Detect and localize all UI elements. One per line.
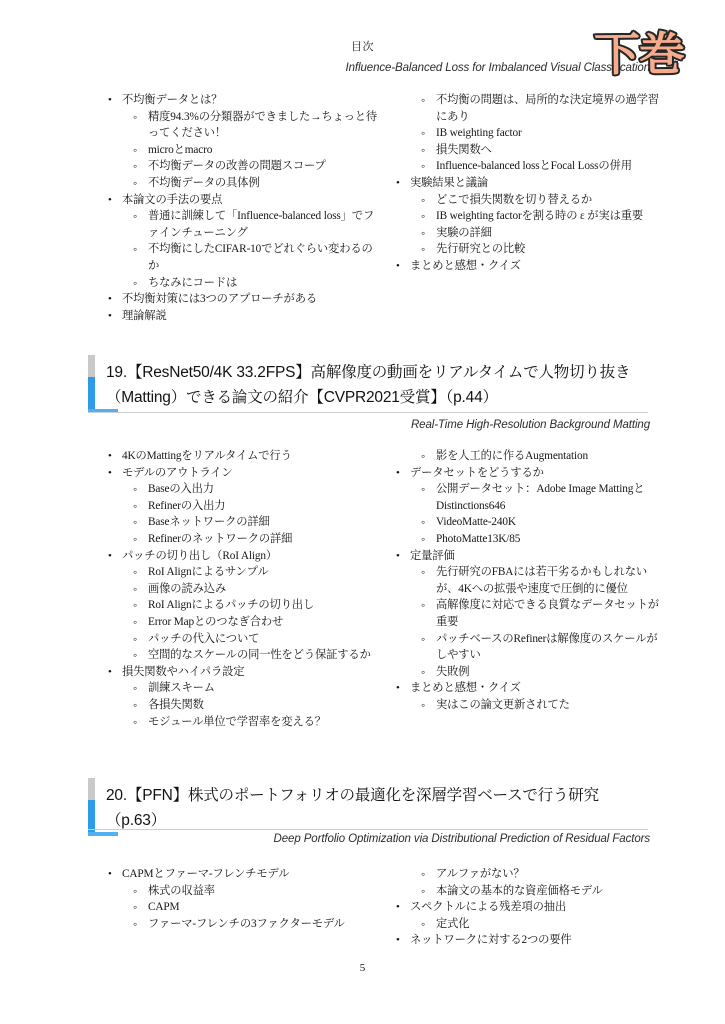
outline-item <box>100 883 380 900</box>
outline-item-label: ◦ パッチベースのRefinerは解像度のスケールがしやすい <box>436 631 660 664</box>
outline-item <box>100 241 380 274</box>
outline-item <box>388 465 660 482</box>
outline-item-label: ◦ IB weighting factor <box>436 125 660 142</box>
outline-item-label: ◦ 定式化 <box>436 916 660 933</box>
outline-columns-1 <box>100 448 660 730</box>
toc-label: 目次 <box>351 41 374 53</box>
outline-item-label: ◦ microとmacro <box>148 142 380 159</box>
outline-item-label: ◦ 精度94.3%の分類器ができました→ちょっと待ってください！ <box>148 109 380 142</box>
outline-item-label: ◦ IB weighting factorを割る時の ε が実は重要 <box>436 208 660 225</box>
outline-item <box>388 548 660 565</box>
outline-item-label: ◦ 各損失関数 <box>148 697 380 714</box>
outline-item-label: ◦ 先行研究のFBAには若干劣るかもしれないが、4Kへの拡張や速度で圧倒的に優位 <box>436 564 660 597</box>
outline-item <box>388 142 660 159</box>
outline-item-label: • 不均衡対策には3つのアプローチがある <box>122 291 380 308</box>
outline-item <box>100 514 380 531</box>
paper-title-2: Deep Portfolio Optimization via Distributional Prediction of Residual Factors <box>273 833 650 845</box>
outline-column-left-0 <box>100 92 380 324</box>
outline-item <box>388 448 660 465</box>
paper-title-0: Influence-Balanced Loss for Imbalanced Visual Classification <box>345 62 650 74</box>
outline-item-label: ◦ 影を人工的に作るAugmentation <box>436 448 660 465</box>
outline-item-label: • まとめと感想・クイズ <box>410 680 660 697</box>
outline-item <box>100 92 380 109</box>
outline-column-right-2 <box>380 866 660 949</box>
outline-item <box>388 631 660 664</box>
outline-item <box>100 481 380 498</box>
outline-item-label: ◦ 本論文の基本的な資産価格モデル <box>436 883 660 900</box>
outline-item-label: • CAPMとファーマ-フレンチモデル <box>122 866 380 883</box>
outline-item <box>388 597 660 630</box>
section-title-19: 19.【ResNet50/4K 33.2FPS】高解像度の動画をリアルタイムで人物切り抜き（Matting）できる論文の紹介【CVPR2021受賞】（p.44） <box>106 364 631 406</box>
section-rule-19 <box>88 412 648 413</box>
outline-item <box>388 866 660 883</box>
outline-item <box>388 208 660 225</box>
outline-item <box>100 192 380 209</box>
volume-stamp-text: 下巻 <box>593 26 685 82</box>
outline-item <box>100 448 380 465</box>
outline-item <box>100 647 380 664</box>
outline-item <box>100 664 380 681</box>
outline-column-right-0 <box>380 92 660 324</box>
outline-item <box>100 208 380 241</box>
outline-item <box>388 664 660 681</box>
section-rule-20 <box>88 829 648 830</box>
outline-item <box>100 531 380 548</box>
outline-item-label: ◦ Baseネットワークの詳細 <box>148 514 380 531</box>
outline-item-label: ◦ 失敗例 <box>436 664 660 681</box>
outline-item-label: ◦ パッチの代入について <box>148 631 380 648</box>
outline-item-label: • 4KのMattingをリアルタイムで行う <box>122 448 380 465</box>
outline-item-label: ◦ 画像の読み込み <box>148 581 380 598</box>
outline-item-label: ◦ 先行研究との比較 <box>436 241 660 258</box>
outline-item-label: ◦ VideoMatte-240K <box>436 514 660 531</box>
outline-item <box>388 932 660 949</box>
outline-item-label: ◦ PhotoMatte13K/85 <box>436 531 660 548</box>
outline-item <box>100 308 380 325</box>
outline-item <box>388 899 660 916</box>
outline-item-label: ◦ 空間的なスケールの同一性をどう保証するか <box>148 647 380 664</box>
outline-item-label: ◦ Error Mapとのつなぎ合わせ <box>148 614 380 631</box>
outline-item <box>388 531 660 548</box>
outline-item-label: ◦ 不均衡データの具体例 <box>148 175 380 192</box>
outline-item-label: ◦ RoI Alignによるパッチの切り出し <box>148 597 380 614</box>
outline-item <box>100 498 380 515</box>
outline-item <box>388 225 660 242</box>
outline-item-label: ◦ Baseの入出力 <box>148 481 380 498</box>
accent-bar-blue-20 <box>88 800 95 836</box>
outline-item <box>100 109 380 142</box>
outline-item-label: • ネットワークに対する2つの要件 <box>410 932 660 949</box>
volume-stamp <box>583 24 696 85</box>
outline-item <box>100 291 380 308</box>
outline-item-label: ◦ 株式の収益率 <box>148 883 380 900</box>
outline-item-label: ◦ 高解像度に対応できる良質なデータセットが重要 <box>436 597 660 630</box>
outline-item-label: • 損失関数やハイパラ設定 <box>122 664 380 681</box>
outline-item <box>388 92 660 125</box>
outline-item <box>100 714 380 731</box>
outline-item <box>100 581 380 598</box>
outline-item-label: ◦ どこで損失関数を切り替えるか <box>436 192 660 209</box>
outline-item <box>100 597 380 614</box>
outline-item-label: ◦ 不均衡データの改善の問題スコープ <box>148 158 380 175</box>
outline-item-label: ◦ 実はこの論文更新されてた <box>436 697 660 714</box>
accent-bar-gray-20 <box>88 778 95 800</box>
outline-item <box>100 680 380 697</box>
outline-item <box>388 697 660 714</box>
outline-column-left-2 <box>100 866 380 949</box>
outline-item-label: ◦ Refinerの入出力 <box>148 498 380 515</box>
outline-item <box>388 883 660 900</box>
outline-item-label: • 本論文の手法の要点 <box>122 192 380 209</box>
outline-item <box>100 175 380 192</box>
outline-item-label: ◦ RoI Alignによるサンプル <box>148 564 380 581</box>
section-heading-19 <box>88 360 648 410</box>
outline-item-label: • パッチの切り出し（RoI Align） <box>122 548 380 565</box>
outline-item <box>100 899 380 916</box>
outline-item <box>388 564 660 597</box>
outline-item-label: • 実験結果と議論 <box>410 175 660 192</box>
accent-bar-foot-20 <box>88 832 118 836</box>
outline-item-label: ◦ 訓練スキーム <box>148 680 380 697</box>
outline-columns-0 <box>100 92 660 324</box>
outline-item-label: ◦ 普通に訓練して「Influence-balanced loss」でファインチューニング <box>148 208 380 241</box>
outline-item <box>100 465 380 482</box>
outline-item <box>388 158 660 175</box>
outline-item <box>388 192 660 209</box>
page-number: 5 <box>359 962 366 974</box>
outline-columns-2 <box>100 866 660 949</box>
outline-item <box>388 680 660 697</box>
outline-item-label: ◦ CAPM <box>148 899 380 916</box>
outline-item-label: ◦ 損失関数へ <box>436 142 660 159</box>
outline-item <box>100 275 380 292</box>
accent-bar-gray-19 <box>88 355 95 377</box>
outline-item <box>100 866 380 883</box>
outline-item-label: ◦ モジュール単位で学習率を変える？ <box>148 714 380 731</box>
outline-item-label: • モデルのアウトライン <box>122 465 380 482</box>
outline-item <box>388 125 660 142</box>
outline-item-label: ◦ Influence-balanced lossとFocal Lossの併用 <box>436 158 660 175</box>
outline-item <box>100 142 380 159</box>
outline-item <box>100 614 380 631</box>
outline-item-label: ◦ 実験の詳細 <box>436 225 660 242</box>
paper-title-1: Real-Time High-Resolution Background Matting <box>410 419 650 431</box>
outline-column-right-1 <box>380 448 660 730</box>
outline-item <box>100 158 380 175</box>
outline-item <box>100 697 380 714</box>
outline-item <box>388 916 660 933</box>
outline-item <box>388 241 660 258</box>
outline-item-label: ◦ 公開データセット：Adobe Image MattingとDistinctions646 <box>436 481 660 514</box>
outline-item-label: ◦ アルファがない？ <box>436 866 660 883</box>
outline-item-label: ◦ 不均衡の問題は、局所的な決定境界の過学習にあり <box>436 92 660 125</box>
outline-item-label: ◦ 不均衡にしたCIFAR-10でどれぐらい変わるのか <box>148 241 380 274</box>
outline-item-label: • データセットをどうするか <box>410 465 660 482</box>
outline-item <box>388 175 660 192</box>
outline-item-label: ◦ ちなみにコードは <box>148 275 380 292</box>
outline-item-label: • 理論解説 <box>122 308 380 325</box>
outline-item-label: • まとめと感想・クイズ <box>410 258 660 275</box>
outline-item-label: ◦ ファーマ-フレンチの3ファクターモデル <box>148 916 380 933</box>
section-title-20: 20.【PFN】株式のポートフォリオの最適化を深層学習ベースで行う研究（p.63） <box>106 787 599 829</box>
outline-item-label: • 定量評価 <box>410 548 660 565</box>
outline-item-label: • スペクトルによる残差項の抽出 <box>410 899 660 916</box>
outline-item-label: • 不均衡データとは？ <box>122 92 380 109</box>
outline-item <box>388 514 660 531</box>
outline-item <box>100 631 380 648</box>
outline-item-label: ◦ Refinerのネットワークの詳細 <box>148 531 380 548</box>
outline-column-left-1 <box>100 448 380 730</box>
outline-item <box>100 564 380 581</box>
outline-item <box>388 258 660 275</box>
accent-bar-blue-19 <box>88 377 95 413</box>
outline-item <box>388 481 660 514</box>
outline-item <box>100 548 380 565</box>
section-heading-20 <box>88 783 648 833</box>
outline-item <box>100 916 380 933</box>
